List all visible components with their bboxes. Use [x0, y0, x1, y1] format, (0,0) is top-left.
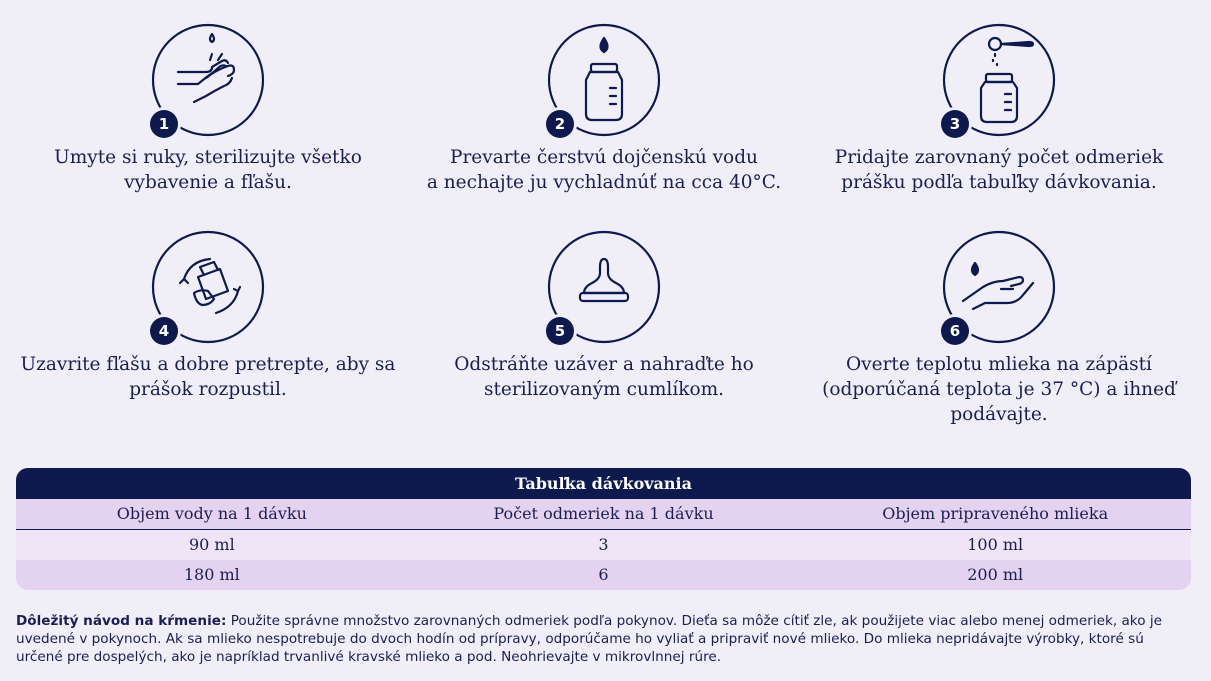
- step-4-icon-wrap: [150, 229, 266, 345]
- step-3-icon-wrap: [941, 22, 1057, 138]
- step-1-icon-wrap: [150, 22, 266, 138]
- step-2-badge: 2: [546, 110, 574, 138]
- table-row: [16, 560, 1191, 590]
- step-6-icon-wrap: [941, 229, 1057, 345]
- step-3: [799, 22, 1199, 195]
- table-cell: 6: [598, 565, 609, 584]
- dosage-col-scoops: Počet odmeriek na 1 dávku: [493, 504, 714, 523]
- dosage-table: [16, 468, 1191, 590]
- table-cell: 90 ml: [188, 535, 235, 554]
- step-4-text: Uzavrite fľašu a dobre pretrepte, aby sa prášok rozpustil.: [20, 354, 396, 400]
- step-3-text: Pridajte zarovnaný počet odmeriek prášku podľa tabuľky dávkovania.: [834, 147, 1164, 193]
- feeding-note-text: Použite správne množstvo zarovnaných odmeriek podľa pokynov. Dieťa sa môže cítiť zle, ak použijete viac alebo menej odmeriek, ako je uvedené v pokynoch. Ak sa mlieko nespotrebuje do dvoch hodín od prípravy, odporúčame ho vyliať a pripraviť nové mlieko. Do mlieka nepridávajte výrobky, ktoré sú určené pre dospelých, ako je napríklad trvanlivé kravské mlieko a pod. Neohrievajte v mikrovlnnej rúre.: [16, 613, 1162, 665]
- step-5-text: Odstráňte uzáver a nahraďte ho sterilizovaným cumlíkom.: [454, 354, 754, 400]
- feeding-note-label: Dôležitý návod na kŕmenie:: [16, 613, 227, 629]
- dosage-col-milk: Objem pripraveného mlieka: [882, 504, 1109, 523]
- table-cell: 200 ml: [967, 565, 1024, 584]
- table-row: [16, 530, 1191, 560]
- step-1: [8, 22, 408, 195]
- step-5-badge: 5: [546, 317, 574, 345]
- dosage-table-title: Tabuľka dávkovania: [16, 468, 1191, 499]
- feeding-note: [16, 612, 1192, 666]
- step-1-text: Umyte si ruky, sterilizujte všetko vybavenie a fľašu.: [54, 147, 362, 193]
- dosage-col-water: Objem vody na 1 dávku: [116, 504, 307, 523]
- table-cell: 180 ml: [183, 565, 240, 584]
- step-5-icon-wrap: [546, 229, 662, 345]
- step-6: [799, 229, 1199, 427]
- dosage-table-header-row: [16, 499, 1191, 530]
- step-2-text: Prevarte čerstvú dojčenskú vodu a nechajte ju vychladnúť na cca 40°C.: [426, 147, 782, 193]
- step-6-text: Overte teplotu mlieka na zápästí (odporúčaná teplota je 37 °C) a ihneď podávajte.: [822, 354, 1176, 425]
- step-2-icon-wrap: [546, 22, 662, 138]
- step-5: [404, 229, 804, 402]
- step-1-badge: 1: [150, 110, 178, 138]
- table-cell: 3: [598, 535, 609, 554]
- step-3-badge: 3: [941, 110, 969, 138]
- table-cell: 100 ml: [967, 535, 1024, 554]
- step-4: [8, 229, 408, 402]
- step-2: [404, 22, 804, 195]
- step-6-badge: 6: [941, 317, 969, 345]
- step-4-badge: 4: [150, 317, 178, 345]
